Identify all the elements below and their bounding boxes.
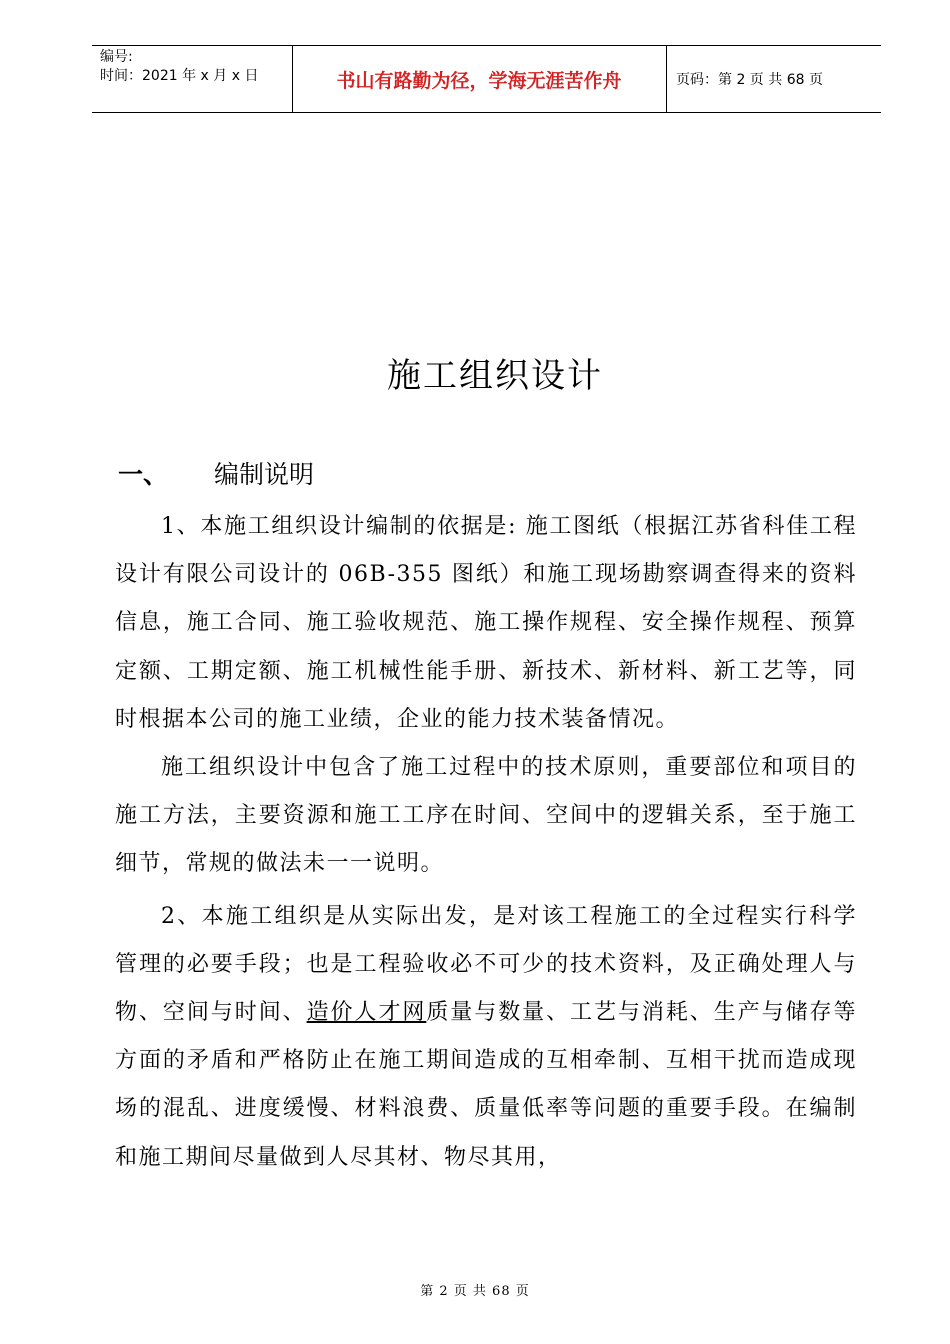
paragraph-1: 1、本施工组织设计编制的依据是: 施工图纸（根据江苏省科佳工程设计有限公司设计的 06B-355 图纸）和施工现场勘察调查得来的资料信息，施工合同、施工验收规范、施工操作规程、安全操作规程、预算定额、工期定额、施工机械性能手册、新技术、新材料、新工艺等，同时根据本公司的施工业绩，企业的能力技术装备情况。 [115,514,857,732]
paragraph-2: 施工组织设计中包含了施工过程中的技术原则，重要部位和项目的施工方法，主要资源和施工工序在时间、空间中的逻辑关系，至于施工细节，常规的做法未一一说明。 [115,755,857,877]
header-page-number: 页码：第 2 页 共 68 页 [676,72,823,88]
header-divider-right [666,45,667,113]
talent-network-link[interactable]: 造价人才网 [306,1000,427,1026]
paragraph-3-text-b: 质量与数量、工艺与消耗、生产与储存等方面的矛盾和严格防止在施工期间造成的互相牵制、互相干扰而造成现场的混乱、进度缓慢、材料浪费、质量低率等问题的重要手段。在编制和施工期间尽量做到人尽其材、物尽其用， [115,1000,857,1170]
header-motto: 书山有路勤为径，学海无涯苦作舟 [336,69,622,92]
document-time-label: 时间：2021 年 x 月 x 日 [100,68,259,84]
document-number-label: 编号: [100,49,133,65]
section-number: 一、 [118,460,169,489]
section-heading [118,455,314,491]
paragraph-3 [115,893,857,1182]
paragraph-3-text-a: 2、本施工组织是从实际出发，是对该工程施工的全过程实行科学管理的必要手段；也是工程验收必不可少的技术资料，及正确处理人与物、空间与时间、 [115,903,857,1026]
page-header [92,45,881,113]
header-meta [100,48,258,86]
page-footer: 第 2 页 共 68 页 [420,1284,530,1299]
document-body [115,503,857,1182]
section-title: 编制说明 [214,460,315,489]
document-title: 施工组织设计 [387,356,603,396]
